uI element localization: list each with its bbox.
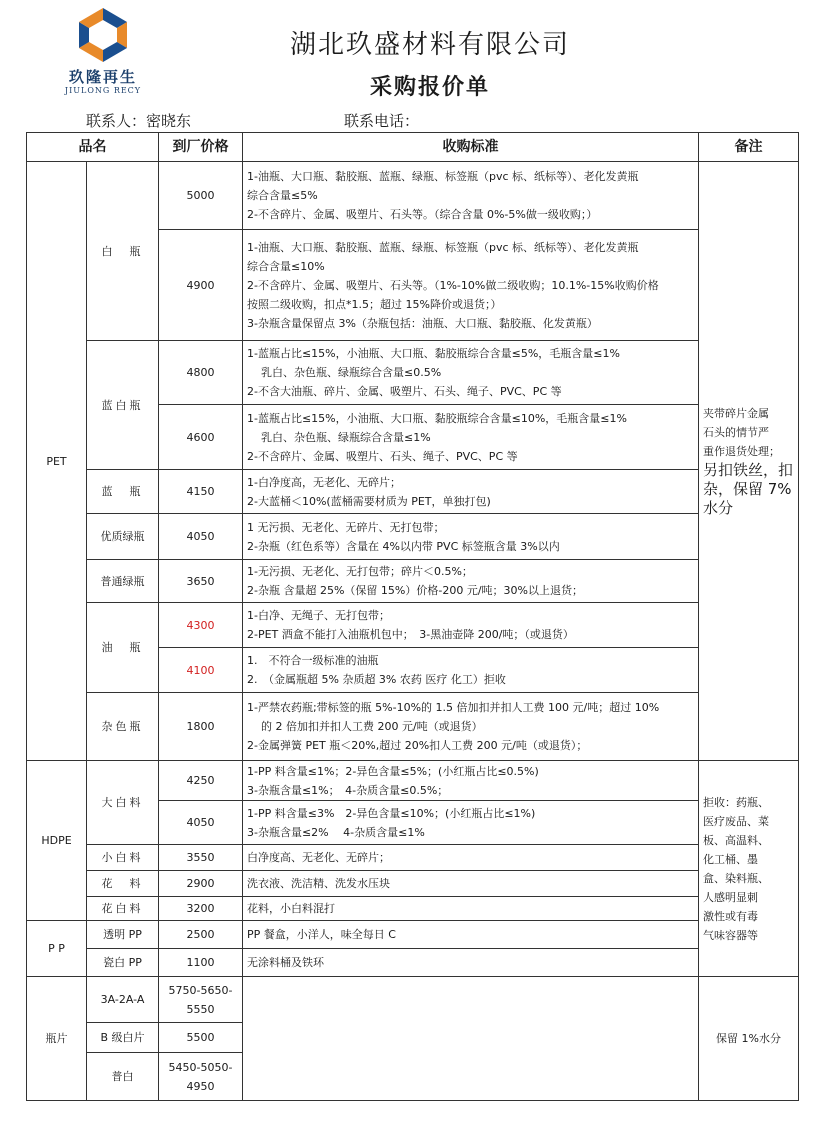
contact-phone: 联系电话： <box>344 112 420 130</box>
standard-cell <box>243 648 699 693</box>
standard-line: 3-杂瓶含量≤2% 4-杂质含量≤1% <box>247 825 425 839</box>
note-line: 医疗废品、菜 <box>703 814 769 828</box>
price-line: 5750-5650- <box>168 983 233 997</box>
standard-line: 综合含量≤10% <box>247 259 325 273</box>
standard-cell <box>243 603 699 648</box>
header-standard: 收购标准 <box>243 133 699 162</box>
product-blue-white-bottle: 蓝白瓶 <box>87 341 159 470</box>
note-line: 水分 <box>703 499 734 517</box>
price-cell: 4150 <box>159 470 243 514</box>
table-row <box>27 514 799 560</box>
price-cell: 5500 <box>159 1023 243 1053</box>
product-good-green-bottle: 优质绿瓶 <box>87 514 159 560</box>
standard-line: 综合含量≤5% <box>247 189 318 202</box>
price-quote-table <box>26 132 799 1101</box>
standard-line: 3-杂瓶含量保留点 3%（杂瓶包括：油瓶、大口瓶、黏胶瓶、化发黄瓶） <box>247 316 598 330</box>
standard-cell <box>243 405 699 470</box>
product-color-material: 花 料 <box>87 871 159 897</box>
product-blue-bottle: 蓝 瓶 <box>87 470 159 514</box>
standard-cell <box>243 470 699 514</box>
table-row <box>27 560 799 603</box>
standard-line: 1. 不符合一级标准的油瓶 <box>247 654 379 667</box>
note-line: 杂，保留 7% <box>703 480 792 498</box>
note-line: 夹带碎片金属 <box>703 407 769 420</box>
standard-line: 1-白净度高，无老化、无碎片； <box>247 475 401 489</box>
standard-line: 1-油瓶、大口瓶、黏胶瓶、蓝瓶、绿瓶、标签瓶（pvc 标、纸标等）、老化发黄瓶 <box>247 240 639 254</box>
note-line: 气味容器等 <box>703 928 758 942</box>
standard-line: 2-杂瓶 含量超 25%（保留 15%）价格-200 元/吨；30%以上退货； <box>247 584 583 597</box>
standard-line: 2. （金属瓶超 5% 杂质超 3% 农药 医疗 化工）拒收 <box>247 673 506 686</box>
standard-line: 2-杂瓶（红色系等）含量在 4%以内带 PVC 标签瓶含量 3%以内 <box>247 539 560 553</box>
standard-cell: 洗衣液、洗洁精、洗发水压块 <box>243 871 699 897</box>
contact-person: 联系人：密晓东 <box>86 112 192 130</box>
price-cell: 3550 <box>159 845 243 871</box>
product-white-bottle: 白 瓶 <box>87 162 159 341</box>
note-hdpe-pp <box>699 761 799 977</box>
standard-line: 1-无污损、无老化、无打包带；碎片＜0.5%； <box>247 565 473 578</box>
table-row <box>27 603 799 648</box>
product-oil-bottle: 油 瓶 <box>87 603 159 693</box>
standard-line: 1-白净、无绳子、无打包带； <box>247 609 390 622</box>
table-row <box>27 871 799 897</box>
table-row <box>27 693 799 761</box>
standard-line: 乳白、杂色瓶、绿瓶综合含量≤1% <box>261 430 431 444</box>
product-grade-b: B 级白片 <box>87 1023 159 1053</box>
standard-cell-empty <box>243 977 699 1101</box>
price-cell: 4050 <box>159 514 243 560</box>
product-color-white-material: 花白料 <box>87 897 159 921</box>
price-line: 4950 <box>186 1079 215 1093</box>
standard-line: 2-不含碎片、金属、吸塑片、石头、绳子、PVC、PC 等 <box>247 449 518 463</box>
product-clear-pp: 透明 PP <box>87 921 159 949</box>
category-hdpe: HDPE <box>27 761 87 921</box>
standard-line: 2-不含大油瓶、碎片、金属、吸塑片、石头、绳子、PVC、PC 等 <box>247 385 562 398</box>
price-cell: 3200 <box>159 897 243 921</box>
category-pp: P P <box>27 921 87 977</box>
product-plain-white: 普白 <box>87 1053 159 1101</box>
price-cell: 3650 <box>159 560 243 603</box>
standard-cell <box>243 761 699 801</box>
standard-line: 乳白、杂色瓶、绿瓶综合含量≤0.5% <box>261 366 442 379</box>
price-cell: 2900 <box>159 871 243 897</box>
note-line: 板、高温料、 <box>703 833 769 847</box>
table-row <box>27 977 799 1023</box>
note-line: 拒收：药瓶、 <box>703 795 769 809</box>
note-line: 重作退货处理； <box>703 445 780 458</box>
standard-line: 2-PET 酒盒不能打入油瓶机包中； 3-黑油壶降 200/吨；（或退货） <box>247 628 574 641</box>
price-cell: 4600 <box>159 405 243 470</box>
standard-cell <box>243 693 699 761</box>
category-pet: PET <box>27 162 87 761</box>
standard-line: 1-油瓶、大口瓶、黏胶瓶、蓝瓶、绿瓶、标签瓶（pvc 标、纸标等）、老化发黄瓶 <box>247 170 639 183</box>
standard-cell <box>243 162 699 230</box>
standard-line: 的 2 倍加扣并扣人工费 200 元/吨（或退货） <box>261 720 483 733</box>
standard-line: 2-不含碎片、金属、吸塑片、石头等。（综合含量 0%-5%做一级收购；） <box>247 208 598 221</box>
header-product-name: 品名 <box>27 133 159 162</box>
logo-chinese-text: 玖隆再生 <box>68 68 137 86</box>
standard-line: 2-金属弹簧 PET 瓶＜20%,超过 20%扣人工费 200 元/吨（或退货）； <box>247 739 588 752</box>
price-cell-highlight: 4300 <box>159 603 243 648</box>
note-flakes: 保留 1%水分 <box>699 977 799 1101</box>
note-line: 石头的情节严 <box>703 426 769 439</box>
table-row <box>27 761 799 801</box>
product-big-white: 大白料 <box>87 761 159 845</box>
header-note: 备注 <box>699 133 799 162</box>
note-line: 另扣铁丝，扣 <box>703 461 794 479</box>
price-cell: 4900 <box>159 230 243 341</box>
product-white-pp: 瓷白 PP <box>87 949 159 977</box>
table-row <box>27 162 799 230</box>
standard-cell: 无涂料桶及铁环 <box>243 949 699 977</box>
note-pet <box>699 162 799 761</box>
note-line: 人感明显刺 <box>703 890 758 904</box>
price-line: 5450-5050- <box>168 1060 233 1074</box>
standard-line: 1-严禁农药瓶;带标签的瓶 5%-10%的 1.5 倍加扣并扣人工费 100 元/吨；超过 10% <box>247 701 660 714</box>
document-title: 采购报价单 <box>369 75 490 100</box>
product-green-bottle: 普通绿瓶 <box>87 560 159 603</box>
table-row <box>27 921 799 949</box>
header-price: 到厂价格 <box>159 133 243 162</box>
standard-line: 1-PP 料含量≤1%；2-异色含量≤5%；(小红瓶占比≤0.5%) <box>247 764 539 778</box>
standard-line: 按照二级收购，扣点*1.5；超过 15%降价或退货；） <box>247 297 502 311</box>
price-cell: 2500 <box>159 921 243 949</box>
category-flakes: 瓶片 <box>27 977 87 1101</box>
price-cell: 1100 <box>159 949 243 977</box>
standard-cell <box>243 801 699 845</box>
price-cell: 4800 <box>159 341 243 405</box>
standard-line: 1-蓝瓶占比≤15%，小油瓶、大口瓶、黏胶瓶综合含量≤10%，毛瓶含量≤1% <box>247 411 627 425</box>
product-grade-3a: 3A-2A-A <box>87 977 159 1023</box>
note-line: 盒、染料瓶、 <box>703 871 769 885</box>
note-line: 激性或有毒 <box>703 909 758 923</box>
standard-line: 2-不含碎片、金属、吸塑片、石头等。（1%-10%做二级收购；10.1%-15%收购价格 <box>247 278 659 292</box>
standard-cell: 白净度高、无老化、无碎片； <box>243 845 699 871</box>
logo-mark-icon <box>65 4 141 64</box>
price-cell: 1800 <box>159 693 243 761</box>
price-cell-highlight: 4100 <box>159 648 243 693</box>
standard-cell: PP 餐盒，小洋人，味全每日 C <box>243 921 699 949</box>
standard-cell <box>243 560 699 603</box>
price-cell: 4250 <box>159 761 243 801</box>
standard-cell: 花料，小白料混打 <box>243 897 699 921</box>
price-cell <box>159 977 243 1023</box>
table-row <box>27 897 799 921</box>
standard-line: 1 无污损、无老化、无碎片、无打包带； <box>247 520 445 534</box>
product-small-white: 小白料 <box>87 845 159 871</box>
price-cell: 5000 <box>159 162 243 230</box>
company-name: 湖北玖盛材料有限公司 <box>289 30 570 60</box>
company-logo <box>48 4 158 96</box>
standard-line: 1-蓝瓶占比≤15%，小油瓶、大口瓶、黏胶瓶综合含量≤5%，毛瓶含量≤1% <box>247 347 620 360</box>
table-row <box>27 949 799 977</box>
table-row <box>27 341 799 405</box>
standard-line: 2-大蓝桶＜10%(蓝桶需要材质为 PET，单独打包) <box>247 494 491 508</box>
price-cell <box>159 1053 243 1101</box>
standard-cell <box>243 341 699 405</box>
note-line: 化工桶、墨 <box>703 852 758 866</box>
standard-line: 3-杂瓶含量≤1%； 4-杂质含量≤0.5%； <box>247 783 449 797</box>
standard-cell <box>243 230 699 341</box>
table-header-row <box>27 133 799 162</box>
table-row <box>27 845 799 871</box>
price-cell: 4050 <box>159 801 243 845</box>
standard-line: 1-PP 料含量≤3% 2-异色含量≤10%；(小红瓶占比≤1%) <box>247 806 536 820</box>
logo-english-text: JIULONG RECY <box>64 86 142 95</box>
product-mixed-bottle: 杂色瓶 <box>87 693 159 761</box>
table-row <box>27 470 799 514</box>
price-line: 5550 <box>186 1002 215 1016</box>
standard-cell <box>243 514 699 560</box>
